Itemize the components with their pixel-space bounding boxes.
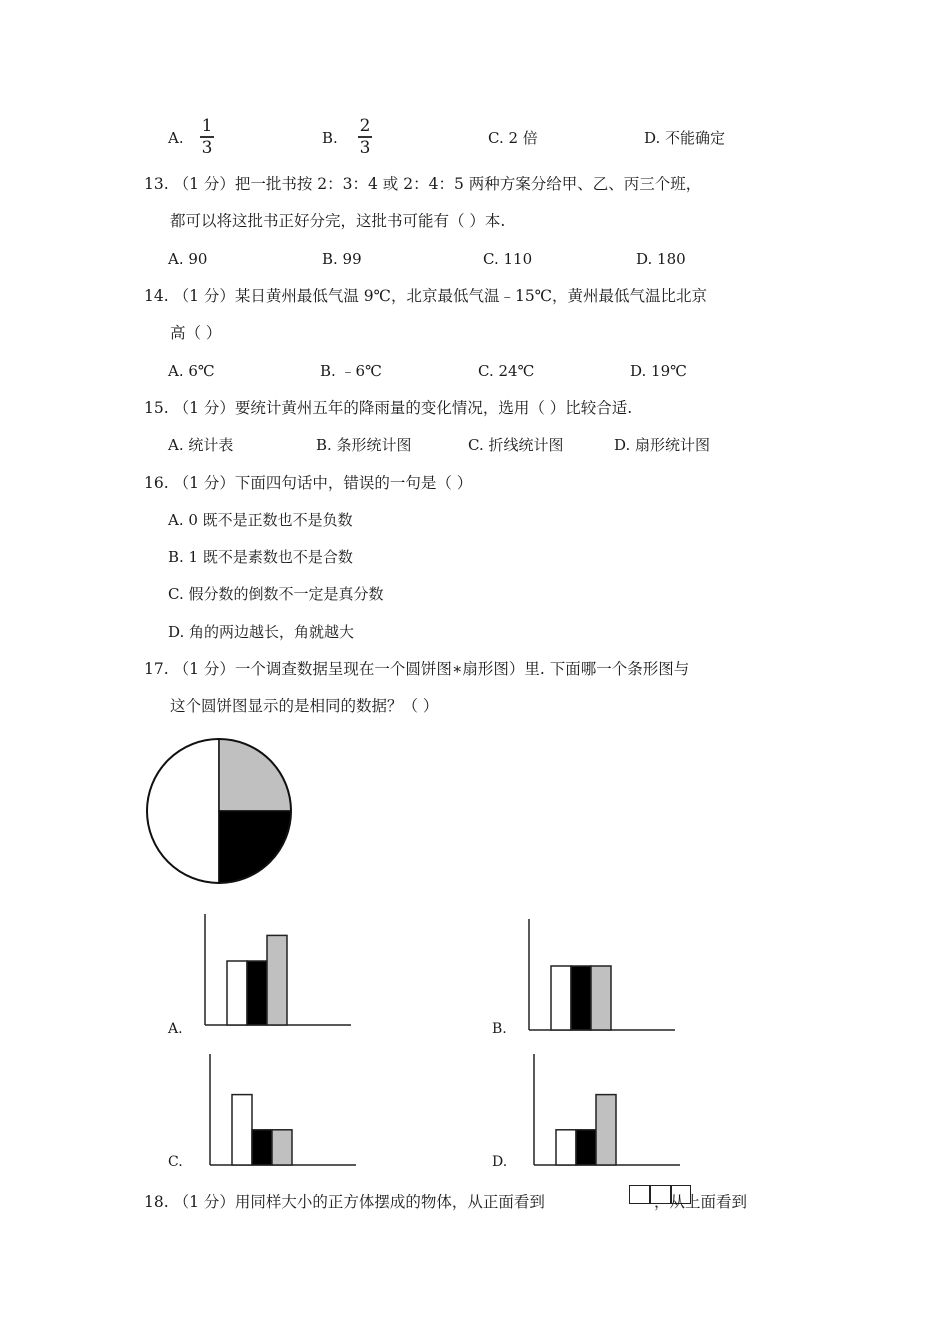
q15-option-b: B. 条形统计图 [316, 436, 412, 454]
q14-option-b: B. ﹣6℃ [320, 362, 382, 380]
q14-option-d: D. 19℃ [630, 362, 687, 380]
q17-option-d-label: D. [492, 1154, 508, 1170]
bar-c-black [252, 1130, 272, 1165]
bar-d-gray [596, 1095, 616, 1165]
q12-option-a-label: A. [168, 129, 184, 147]
pie-slice-white [147, 739, 219, 883]
q15-option-a: A. 统计表 [168, 436, 234, 454]
bar-d-white [556, 1130, 576, 1165]
bar-b-white [551, 966, 571, 1030]
q15-stem: 15. （1 分）要统计黄州五年的降雨量的变化情况，选用（ ）比较合适. [144, 399, 633, 417]
fraction-numerator: 2 [359, 116, 371, 136]
q18-stem-tail: ，从上面看到 [654, 1193, 748, 1211]
fraction-denominator: 3 [359, 137, 371, 158]
bar-a-black [247, 961, 267, 1025]
bar-d-black [576, 1130, 596, 1165]
q13-stem-line2: 都可以将这批书正好分完，这批书可能有（ ）本. [170, 212, 506, 230]
bar-a-white [227, 961, 247, 1025]
q15-option-d: D. 扇形统计图 [614, 436, 711, 454]
q14-stem-line1: 14. （1 分）某日黄州最低气温 9℃，北京最低气温﹣15℃，黄州最低气温比北京 [144, 287, 708, 305]
q13-stem-line1: 13. （1 分）把一批书按 2：3：4 或 2：4：5 两种方案分给甲、乙、丙三个班， [144, 175, 702, 193]
q13-option-a: A. 90 [168, 250, 208, 268]
bar-chart-b [527, 917, 677, 1032]
fraction-numerator: 1 [201, 116, 213, 136]
bar-chart-d [532, 1052, 682, 1167]
q14-stem-line2: 高（ ） [170, 324, 222, 342]
pie-chart [145, 737, 295, 887]
q12-option-a-fraction [200, 117, 214, 157]
q15-option-c: C. 折线统计图 [468, 436, 564, 454]
q12-option-c: C. 2 倍 [488, 129, 538, 147]
bar-a-gray [267, 935, 287, 1025]
bar-b-gray [591, 966, 611, 1030]
bar-chart-a [203, 912, 353, 1027]
q16-option-b: B. 1 既不是素数也不是合数 [168, 548, 353, 566]
q14-option-a: A. 6℃ [168, 362, 215, 380]
q12-option-b-fraction [358, 117, 372, 157]
q16-stem: 16. （1 分）下面四句话中，错误的一句是（ ） [144, 474, 473, 492]
q12-option-b-label: B. [322, 129, 338, 147]
q13-option-c: C. 110 [483, 250, 533, 268]
q17-stem-line2: 这个圆饼图显示的是相同的数据？（ ） [170, 697, 439, 715]
bar-chart-c [208, 1052, 358, 1167]
q18-stem: 18. （1 分）用同样大小的正方体摆成的物体，从正面看到 [144, 1193, 545, 1211]
q12-option-d: D. 不能确定 [644, 129, 726, 147]
q17-option-c-label: C. [168, 1154, 183, 1170]
q17-option-b-label: B. [492, 1021, 507, 1037]
bar-b-black [571, 966, 591, 1030]
fraction-denominator: 3 [201, 137, 213, 158]
q17-stem-line1: 17. （1 分）一个调查数据呈现在一个圆饼图∗扇形图）里. 下面哪一个条形图与 [144, 660, 690, 678]
q13-option-b: B. 99 [322, 250, 362, 268]
q17-option-a-label: A. [168, 1021, 183, 1037]
q14-option-c: C. 24℃ [478, 362, 535, 380]
q16-option-c: C. 假分数的倒数不一定是真分数 [168, 585, 384, 603]
q13-option-d: D. 180 [636, 250, 686, 268]
q16-option-d: D. 角的两边越长，角就越大 [168, 623, 355, 641]
q16-option-a: A. 0 既不是正数也不是负数 [168, 511, 353, 529]
bar-c-gray [272, 1130, 292, 1165]
bar-c-white [232, 1095, 252, 1165]
